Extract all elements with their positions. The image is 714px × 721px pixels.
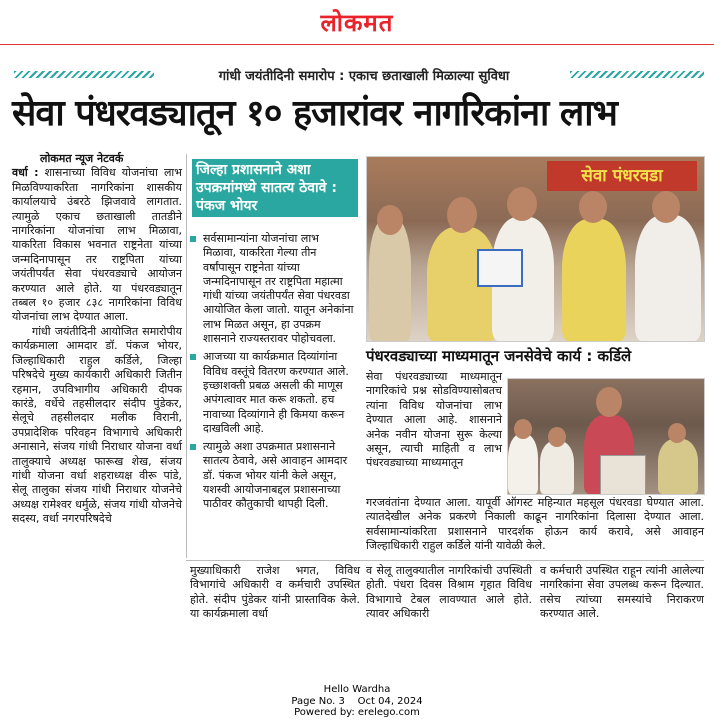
right-story-narrow <box>366 370 502 471</box>
person-head <box>579 191 607 223</box>
person-head <box>668 423 686 443</box>
person-head <box>652 191 680 223</box>
bottom-divider <box>186 560 704 561</box>
certificate-frame <box>477 249 523 287</box>
event-photo <box>366 156 705 342</box>
bottom-text: मुख्याधिकारी राजेश भगत, विविध विभागांचे अधिकारी व कर्मचारी उपस्थित होते. संदीप पुंडेकर यांनी प्रास्ताविक केले. या कार्यक्रमाला वर्धा <box>190 564 360 621</box>
kicker-text: गांधी जयंतीदिनी समारोप : एकाच छताखाली मिळाल्या सुविधा <box>218 69 510 84</box>
square-bullet-icon <box>190 236 196 242</box>
square-bullet-icon <box>190 444 196 450</box>
footer-page-date: Page No. 3 Oct 04, 2024 <box>291 695 423 707</box>
photo-banner: सेवा पंधरवडा <box>547 161 697 191</box>
right-story-wide <box>366 496 704 554</box>
story-column-1 <box>12 152 182 527</box>
bullet-text: सर्वसामान्यांना योजनांचा लाभ मिळावा, याकरिता गेल्या तीन वर्षांपासून राष्ट्रनेता यांच्या जन्मदिनापासून तर राष्ट्रपिता महात्मा गांधी यांच्या जयंतीपर्यंत सेवा पंधरवडा आयोजित केला जातो. यातून अनेकांना लाभ मिळत असून, हा उपक्रम शासनाने राज्यस्तरावर पोहोचवला. <box>203 232 354 346</box>
subhead: पंधरवड्याच्या माध्यमातून जनसेवेचे कार्य : कर्डिले <box>366 347 632 365</box>
bullet-item <box>190 350 355 436</box>
bottom-column-2 <box>190 564 360 622</box>
bullet-item <box>190 440 355 511</box>
speech-photo <box>507 378 705 495</box>
paragraph-2: गांधी जयंतीदिनी आयोजित समारोपीय कार्यक्रमाला आमदार डॉ. पंकज भोयर, जिल्हाधिकारी राहुल कर्डिले, जिल्हा परिषदेचे मुख्य कार्यकारी अधिकारी जितीन रहमान, उपविभागीय अधिकारी दीपक कारंडे, वर्धेचे तहसीलदार संदीप पुंडेकर, सेलूचे तहसीलदार मलीक विरानी, उपप्रादेशिक परिवहन विभागाचे अधिकारी अनासाने, संजय गांधी निराधार योजना वर्धा तालुक्याचे अध्यक्ष फारूख शेख, संजय गांधी योजना वर्धा शहराध्यक्ष वीरू पांडे, सेलू तालुका संजय गांधी निराधार योजनेचे अध्यक्ष रामेश्वर धर्मुळे, संजय गांधी योजनेचे सदस्य, वर्धा नगरपरिषदेचे <box>12 324 182 526</box>
bottom-column-3 <box>366 564 532 622</box>
bottom-text: व कर्मचारी उपस्थित राहून त्यांनी आलेल्या नागरिकांना सेवा उपलब्ध करून दिल्यात. तसेच त्यांच्या समस्यांचे निराकरण करण्यात आले. <box>540 564 704 621</box>
person-head <box>507 187 537 221</box>
kicker-row <box>14 66 704 84</box>
footer-edition: Hello Wardha <box>323 684 391 695</box>
person-head <box>514 419 532 439</box>
byline: लोकमत न्यूज नेटवर्क <box>40 152 124 165</box>
speaker-head <box>596 387 622 417</box>
bullet-item <box>190 232 355 346</box>
bullet-text: आजच्या या कार्यक्रमात दिव्यांगांना विविध वस्तूंचे वितरण करण्यात आले. इच्छाशक्ती प्रबळ असली की माणूस अपंगत्वावर मात करू शकतो. हच नावाच्या दिव्यांगाने ही किमया करून दाखविली आहे. <box>203 350 349 435</box>
right-story-text: गरजवंतांना देण्यात आला. यापूर्वी ऑगस्ट महिन्यात महसूल पंधरवडा घेण्यात आला. त्यातदेखील अनेक प्रकरणे निकाली काढून नागरिकांना दिलासा देण्यात आला. सर्वसामान्यांकरिता प्रशासनाने पारदर्शक होऊन कार्य करावे, असे आवाहन जिल्हाधिकारी राहुल कर्डिले यांनी यावेळी केले. <box>366 496 704 553</box>
right-stripe-decoration <box>570 71 704 78</box>
square-bullet-icon <box>190 354 196 360</box>
podium <box>600 455 646 495</box>
headline: सेवा पंधरवड्यातून १० हजारांवर नागरिकांना लाभ <box>12 93 617 134</box>
bottom-text: व सेलू तालुक्यातील नागरिकांची उपस्थिती होती. पंधरा दिवस विश्राम गृहात विविध विभागाचे टेबल लावण्यात आले होते. त्यावर अधिकारी <box>366 564 532 621</box>
footer-powered-by: Powered by: erelego.com <box>294 707 420 718</box>
masthead <box>0 0 714 45</box>
left-stripe-decoration <box>14 71 154 78</box>
person-head <box>548 427 566 447</box>
person-figure <box>635 215 701 341</box>
person-figure <box>540 441 574 494</box>
paragraph-1 <box>12 166 182 324</box>
bullet-text: त्यामुळे अशा उपक्रमात प्रशासनाने सातत्य ठेवावे, असे आवाहन आमदार डॉ. पंकज भोयर यांनी केले असून, यशस्वी आयोजनाबद्दल प्रशासनाच्या पाठीवर कौतुकाची थापही दिली. <box>203 440 348 511</box>
box-heading: जिल्हा प्रशासनाने अशा उपक्रमांमध्ये सातत्य ठेवावे : पंकज भोयर <box>192 159 358 217</box>
footer <box>0 684 714 719</box>
box-bullets <box>190 232 355 516</box>
column-divider <box>186 154 187 558</box>
dateline: वर्धा : <box>12 166 39 180</box>
bottom-column-4 <box>540 564 704 622</box>
person-figure <box>369 217 411 341</box>
paragraph-1-text: शासनाच्या विविध योजनांचा लाभ मिळविण्याकरिता नागरिकांना शासकीय कार्यालयाचे उंबरठे झिजवावे लागतात. त्यामुळे एकाच छताखाली तातडीने नागरिकांना योजनांचा लाभ मिळावा, याकरिता विकास भवनात राष्ट्रनेता यांच्या जन्मदिनापासून तर राष्ट्रपिता यांच्या जयंतीपर्यंत सेवा पंधरवड्याचे आयोजन करण्यात आले होते. या पंधरवड्यातून तब्बल १० हजार ८३८ नागरिकांना विविध योजनांचा लाभ देण्यात आला. <box>12 166 182 324</box>
person-figure <box>508 434 538 494</box>
person-head <box>377 205 403 235</box>
right-story-text: सेवा पंधरवड्याच्या माध्यमातून नागरिकांचे प्रश्न सोडविण्यासोबतच त्यांना विविध योजनांचा लाभ देण्यात आला आहे. शासनाने अनेक नवीन योजना सुरू केल्या असून, त्याची माहिती व लाभ पंधरवड्याच्या माध्यमातून <box>366 370 502 470</box>
person-figure <box>658 439 698 494</box>
person-figure <box>562 219 626 341</box>
newspaper-logo: लोकमत <box>320 9 394 37</box>
person-head <box>447 197 477 233</box>
